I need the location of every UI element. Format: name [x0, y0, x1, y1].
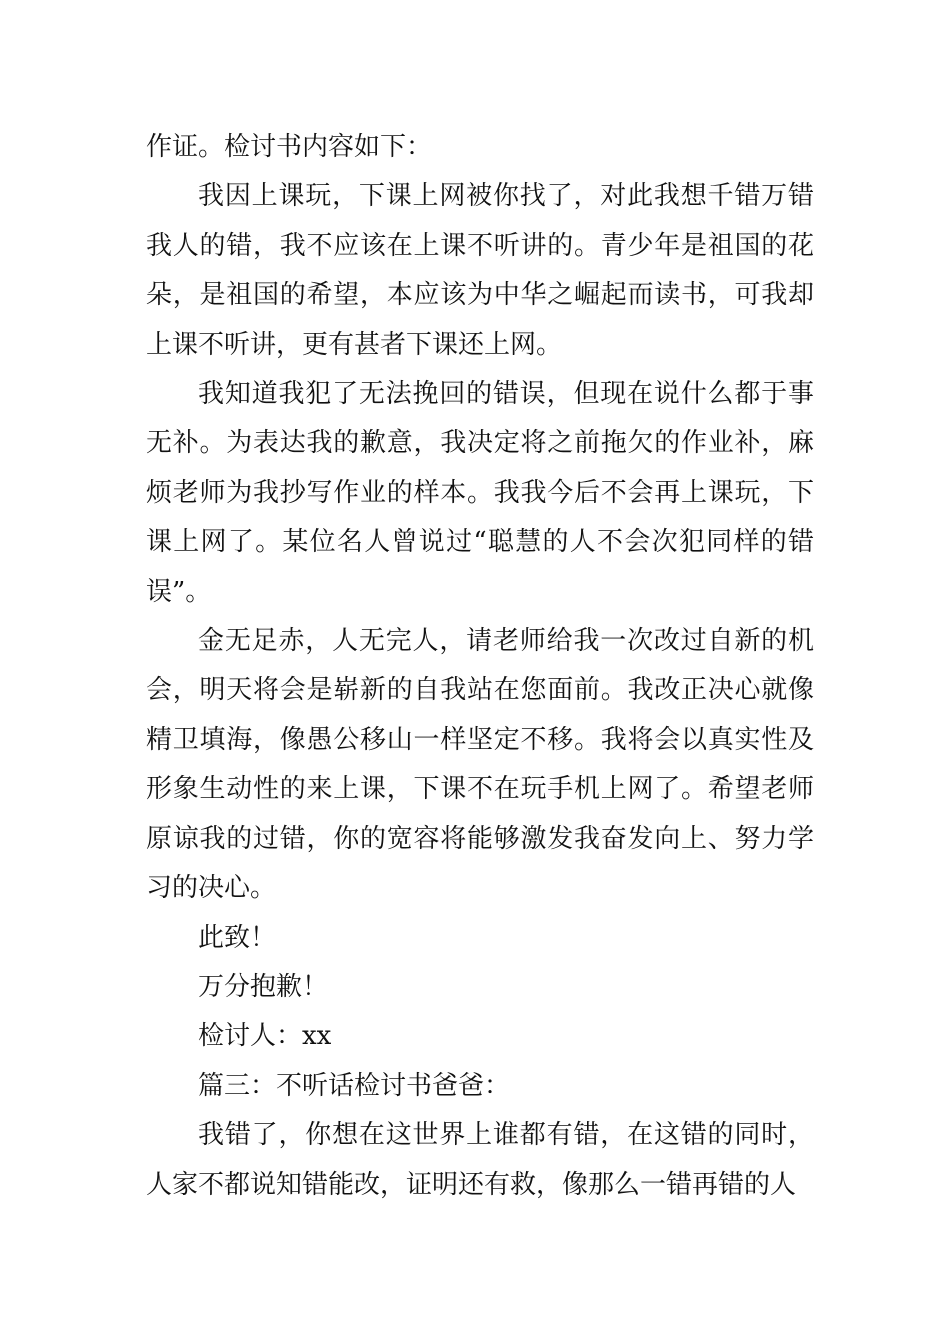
paragraph-2: 我知道我犯了无法挽回的错误，但现在说什么都于事无补。为表达我的歉意，我决定将之前拖欠的作业补，麻烦老师为我抄写作业的样本。我我今后不会再上课玩，下课上网了。某位名人曾说过“聪慧的人不会次犯同样的错误”。: [146, 379, 814, 607]
section-heading: 篇三：不听话检讨书爸爸：: [198, 1070, 511, 1101]
paragraph-continuation: 作证。检讨书内容如下：: [146, 132, 433, 162]
paragraph-1: 我因上课玩，下课上网被你找了，对此我想千错万错我人的错，我不应该在上课不听讲的。青少年是祖国的花朵，是祖国的希望，本应该为中华之崛起而读书，可我却上课不听讲，更有甚者下课还上网。: [146, 181, 814, 360]
signature-line: 检讨人：xx: [198, 1021, 332, 1052]
closing-apology: 万分抱歉！: [198, 971, 329, 1002]
paragraph-4: 我错了，你想在这世界上谁都有错，在这错的同时，人家不都说知错能改，证明还有救，像那么一错再错的人: [146, 1120, 814, 1200]
document-body: [146, 123, 814, 1210]
paragraph-3: 金无足赤，人无完人，请老师给我一次改过自新的机会，明天将会是崭新的自我站在您面前。我改正决心就像精卫填海，像愚公移山一样坚定不移。我将会以真实性及形象生动性的来上课，下课不在玩手机上网了。希望老师原谅我的过错，你的宽容将能够激发我奋发向上、努力学习的决心。: [146, 626, 814, 904]
closing-salutation: 此致！: [198, 922, 277, 953]
